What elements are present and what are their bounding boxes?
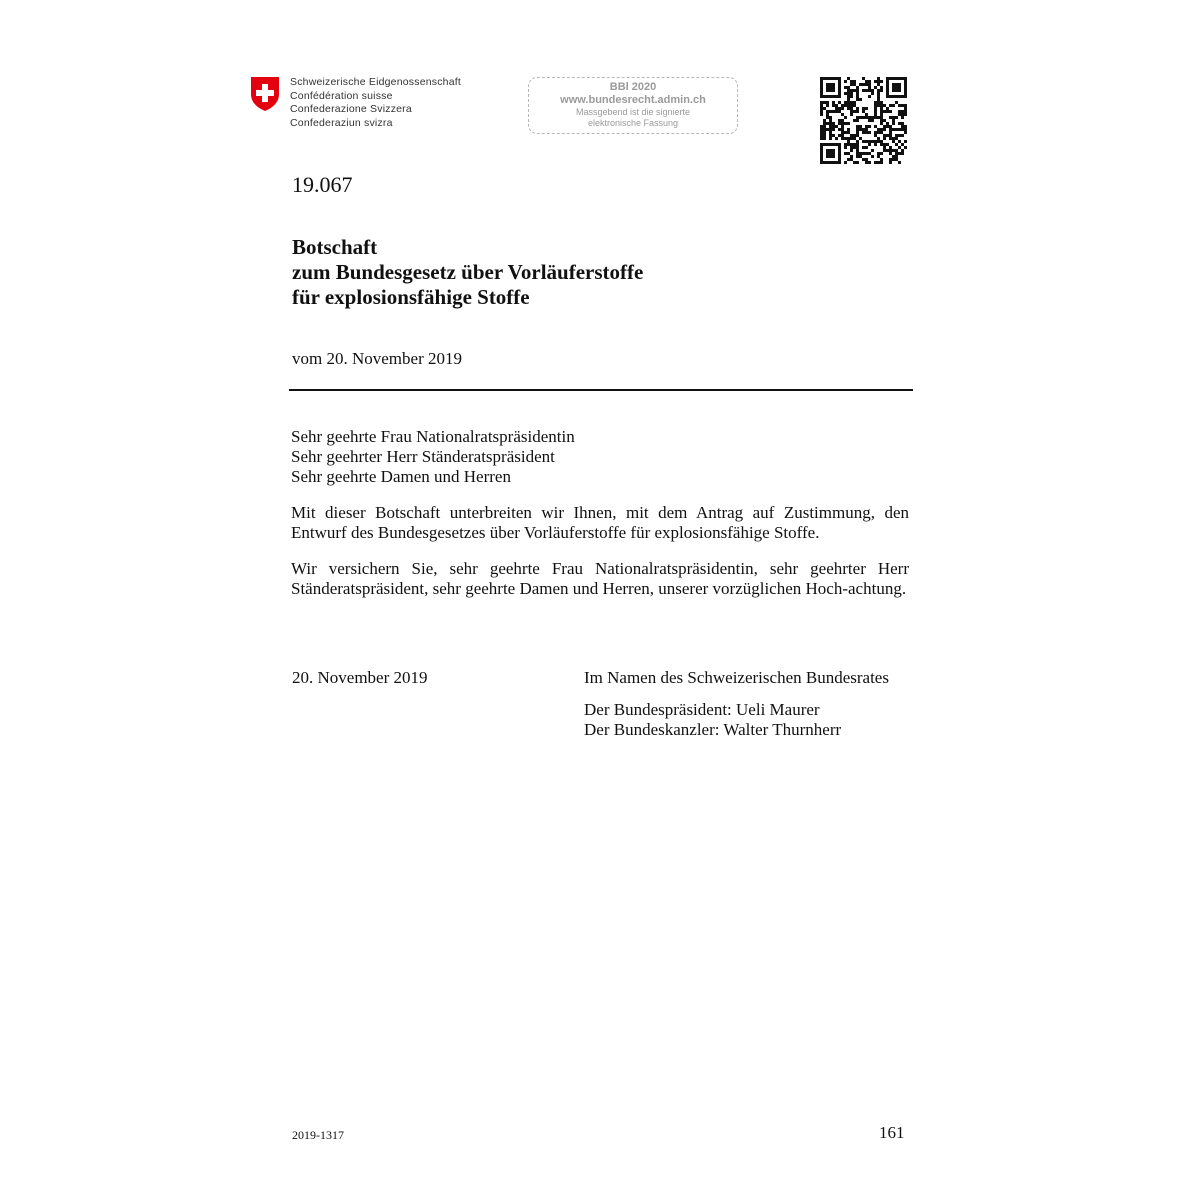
salutation [291,427,909,487]
divider [289,389,913,391]
title-line-1: Botschaft [292,235,378,259]
title-line-3: für explosionsfähige Stoffe [292,285,530,309]
stamp-line-1: BBl 2020 [609,81,657,93]
page-number: 161 [879,1123,905,1142]
document-number: 19.067 [292,172,353,197]
footer-document-id: 2019-1317 [292,1128,344,1142]
federation-name-de: Schweizerische Eidgenossenschaft [290,76,461,88]
document-title [292,235,643,310]
federation-logo [250,74,480,138]
signature-chancellor: Der Bundeskanzler: Walter Thurnherr [584,720,842,739]
paragraph-2: Wir versichern Sie, sehr geehrte Frau Nationalratspräsidentin, sehr geehrter Herr Ständeratspräsident, sehr geehrte Damen und Herren, unserer vorzüglichen Hoch-achtung. [291,559,909,598]
document-date: vom 20. November 2019 [292,349,462,368]
salutation-line-2: Sehr geehrter Herr Ständeratspräsident [291,447,555,466]
salutation-line-3: Sehr geehrte Damen und Herren [291,467,511,486]
qr-code-icon [820,77,907,164]
federation-name-it: Confederazione Svizzera [290,103,412,115]
bbl-stamp [528,77,738,134]
signature-block [584,668,889,740]
paragraph-1: Mit dieser Botschaft unterbreiten wir Ihnen, mit dem Antrag auf Zustimmung, den Entwurf des Bundesgesetzes über Vorläuferstoffe für explosionsfähige Stoffe. [291,503,909,542]
stamp-line-4: elektronische Fassung [587,118,679,128]
signature-president: Der Bundespräsident: Ueli Maurer [584,700,820,719]
signature-on-behalf: Im Namen des Schweizerischen Bundesrates [584,668,889,687]
federation-name-rm: Confederaziun svizra [290,116,393,129]
federation-names [290,76,461,130]
stamp-line-3: Massgebend ist die signierte [575,107,691,117]
title-line-2: zum Bundesgesetz über Vorläuferstoffe [292,260,644,284]
swiss-cross-shield-icon [250,76,280,112]
salutation-line-1: Sehr geehrte Frau Nationalratspräsidentin [291,427,575,446]
federation-name-fr: Confédération suisse [290,89,393,102]
signature-date: 20. November 2019 [292,668,428,687]
stamp-url: www.bundesrecht.admin.ch [560,94,706,106]
